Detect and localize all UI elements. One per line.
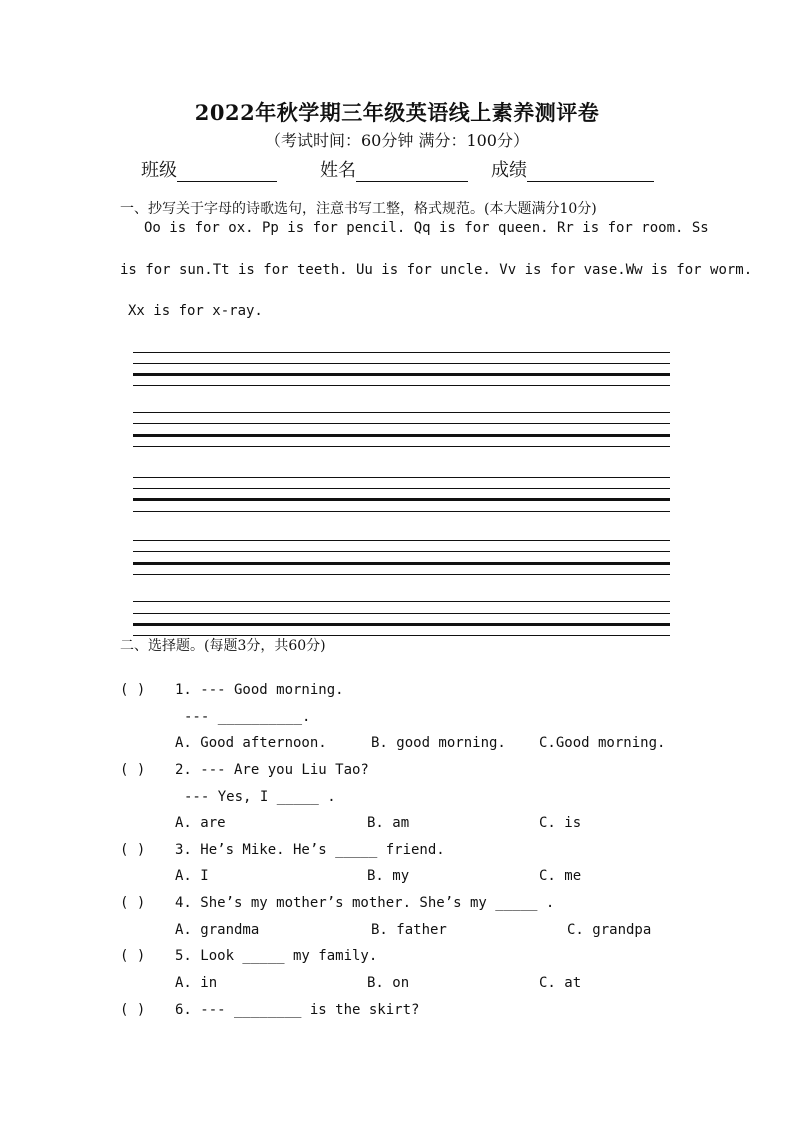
grid-line	[133, 574, 670, 575]
option-c: C. is	[539, 815, 582, 831]
answer-paren[interactable]: ( )	[120, 842, 146, 858]
question-stem: 6. --- ________ is the skirt?	[175, 1002, 420, 1018]
question-stem: 2. --- Are you Liu Tao?	[175, 762, 369, 778]
option-b: B. on	[367, 975, 410, 991]
grid-line	[133, 477, 670, 478]
name-label: 姓名	[320, 160, 356, 181]
grid-baseline	[133, 373, 670, 376]
answer-paren[interactable]: ( )	[120, 682, 146, 698]
grid-line	[133, 363, 670, 364]
answer-paren[interactable]: ( )	[120, 762, 146, 778]
page-title: 2022年秋学期三年级英语线上素养测评卷	[194, 100, 600, 125]
option-b: B. good morning.	[371, 735, 506, 751]
class-field	[141, 156, 277, 182]
option-b: B. am	[367, 815, 410, 831]
question-stem: 1. --- Good morning.	[175, 682, 344, 698]
answer-paren[interactable]: ( )	[120, 948, 146, 964]
score-field	[491, 156, 654, 182]
option-c: C. at	[539, 975, 582, 991]
grid-line	[133, 540, 670, 541]
question-stem: 3. He’s Mike. He’s _____ friend.	[175, 842, 445, 858]
option-c: C. me	[539, 868, 582, 884]
grid-baseline	[133, 498, 670, 501]
class-label: 班级	[141, 160, 177, 181]
question-stem-2: --- Yes, I _____ .	[184, 789, 336, 805]
grid-line	[133, 352, 670, 353]
section1-heading: 一、抄写关于字母的诗歌选句，注意书写工整，格式规范。(本大题满分10分)	[120, 201, 597, 217]
grid-baseline	[133, 562, 670, 565]
option-b: B. my	[367, 868, 410, 884]
grid-baseline	[133, 434, 670, 437]
option-a: A. I	[175, 868, 209, 884]
option-a: A. grandma	[175, 922, 260, 938]
answer-paren[interactable]: ( )	[120, 1002, 146, 1018]
question-stem-2: --- __________.	[184, 709, 311, 725]
grid-line	[133, 488, 670, 489]
class-blank[interactable]	[177, 163, 277, 182]
option-c: C.Good morning.	[539, 735, 666, 751]
name-field	[320, 156, 468, 182]
grid-line	[133, 385, 670, 386]
grid-baseline	[133, 623, 670, 626]
grid-line	[133, 423, 670, 424]
exam-info: （考试时间：60分钟 满分：100分）	[265, 131, 529, 150]
option-a: A. in	[175, 975, 218, 991]
grid-line	[133, 412, 670, 413]
grid-line	[133, 446, 670, 447]
grid-line	[133, 601, 670, 602]
score-label: 成绩	[491, 160, 527, 181]
grid-line	[133, 551, 670, 552]
name-blank[interactable]	[356, 163, 468, 182]
option-a: A. Good afternoon.	[175, 735, 327, 751]
question-stem: 4. She’s my mother’s mother. She’s my _____ .	[175, 895, 555, 911]
poem-line-1: Oo is for ox. Pp is for pencil. Qq is for queen. Rr is for room. Ss	[144, 220, 709, 236]
answer-paren[interactable]: ( )	[120, 895, 146, 911]
poem-line-2: is for sun.Tt is for teeth. Uu is for uncle. Vv is for vase.Ww is for worm.	[120, 262, 753, 278]
grid-line	[133, 613, 670, 614]
option-c: C. grandpa	[567, 922, 652, 938]
question-stem: 5. Look _____ my family.	[175, 948, 378, 964]
score-blank[interactable]	[527, 163, 654, 182]
grid-line	[133, 511, 670, 512]
poem-line-3: Xx is for x-ray.	[128, 303, 263, 319]
option-a: A. are	[175, 815, 226, 831]
option-b: B. father	[371, 922, 447, 938]
section2-heading: 二、选择题。(每题3分，共60分)	[120, 638, 326, 654]
